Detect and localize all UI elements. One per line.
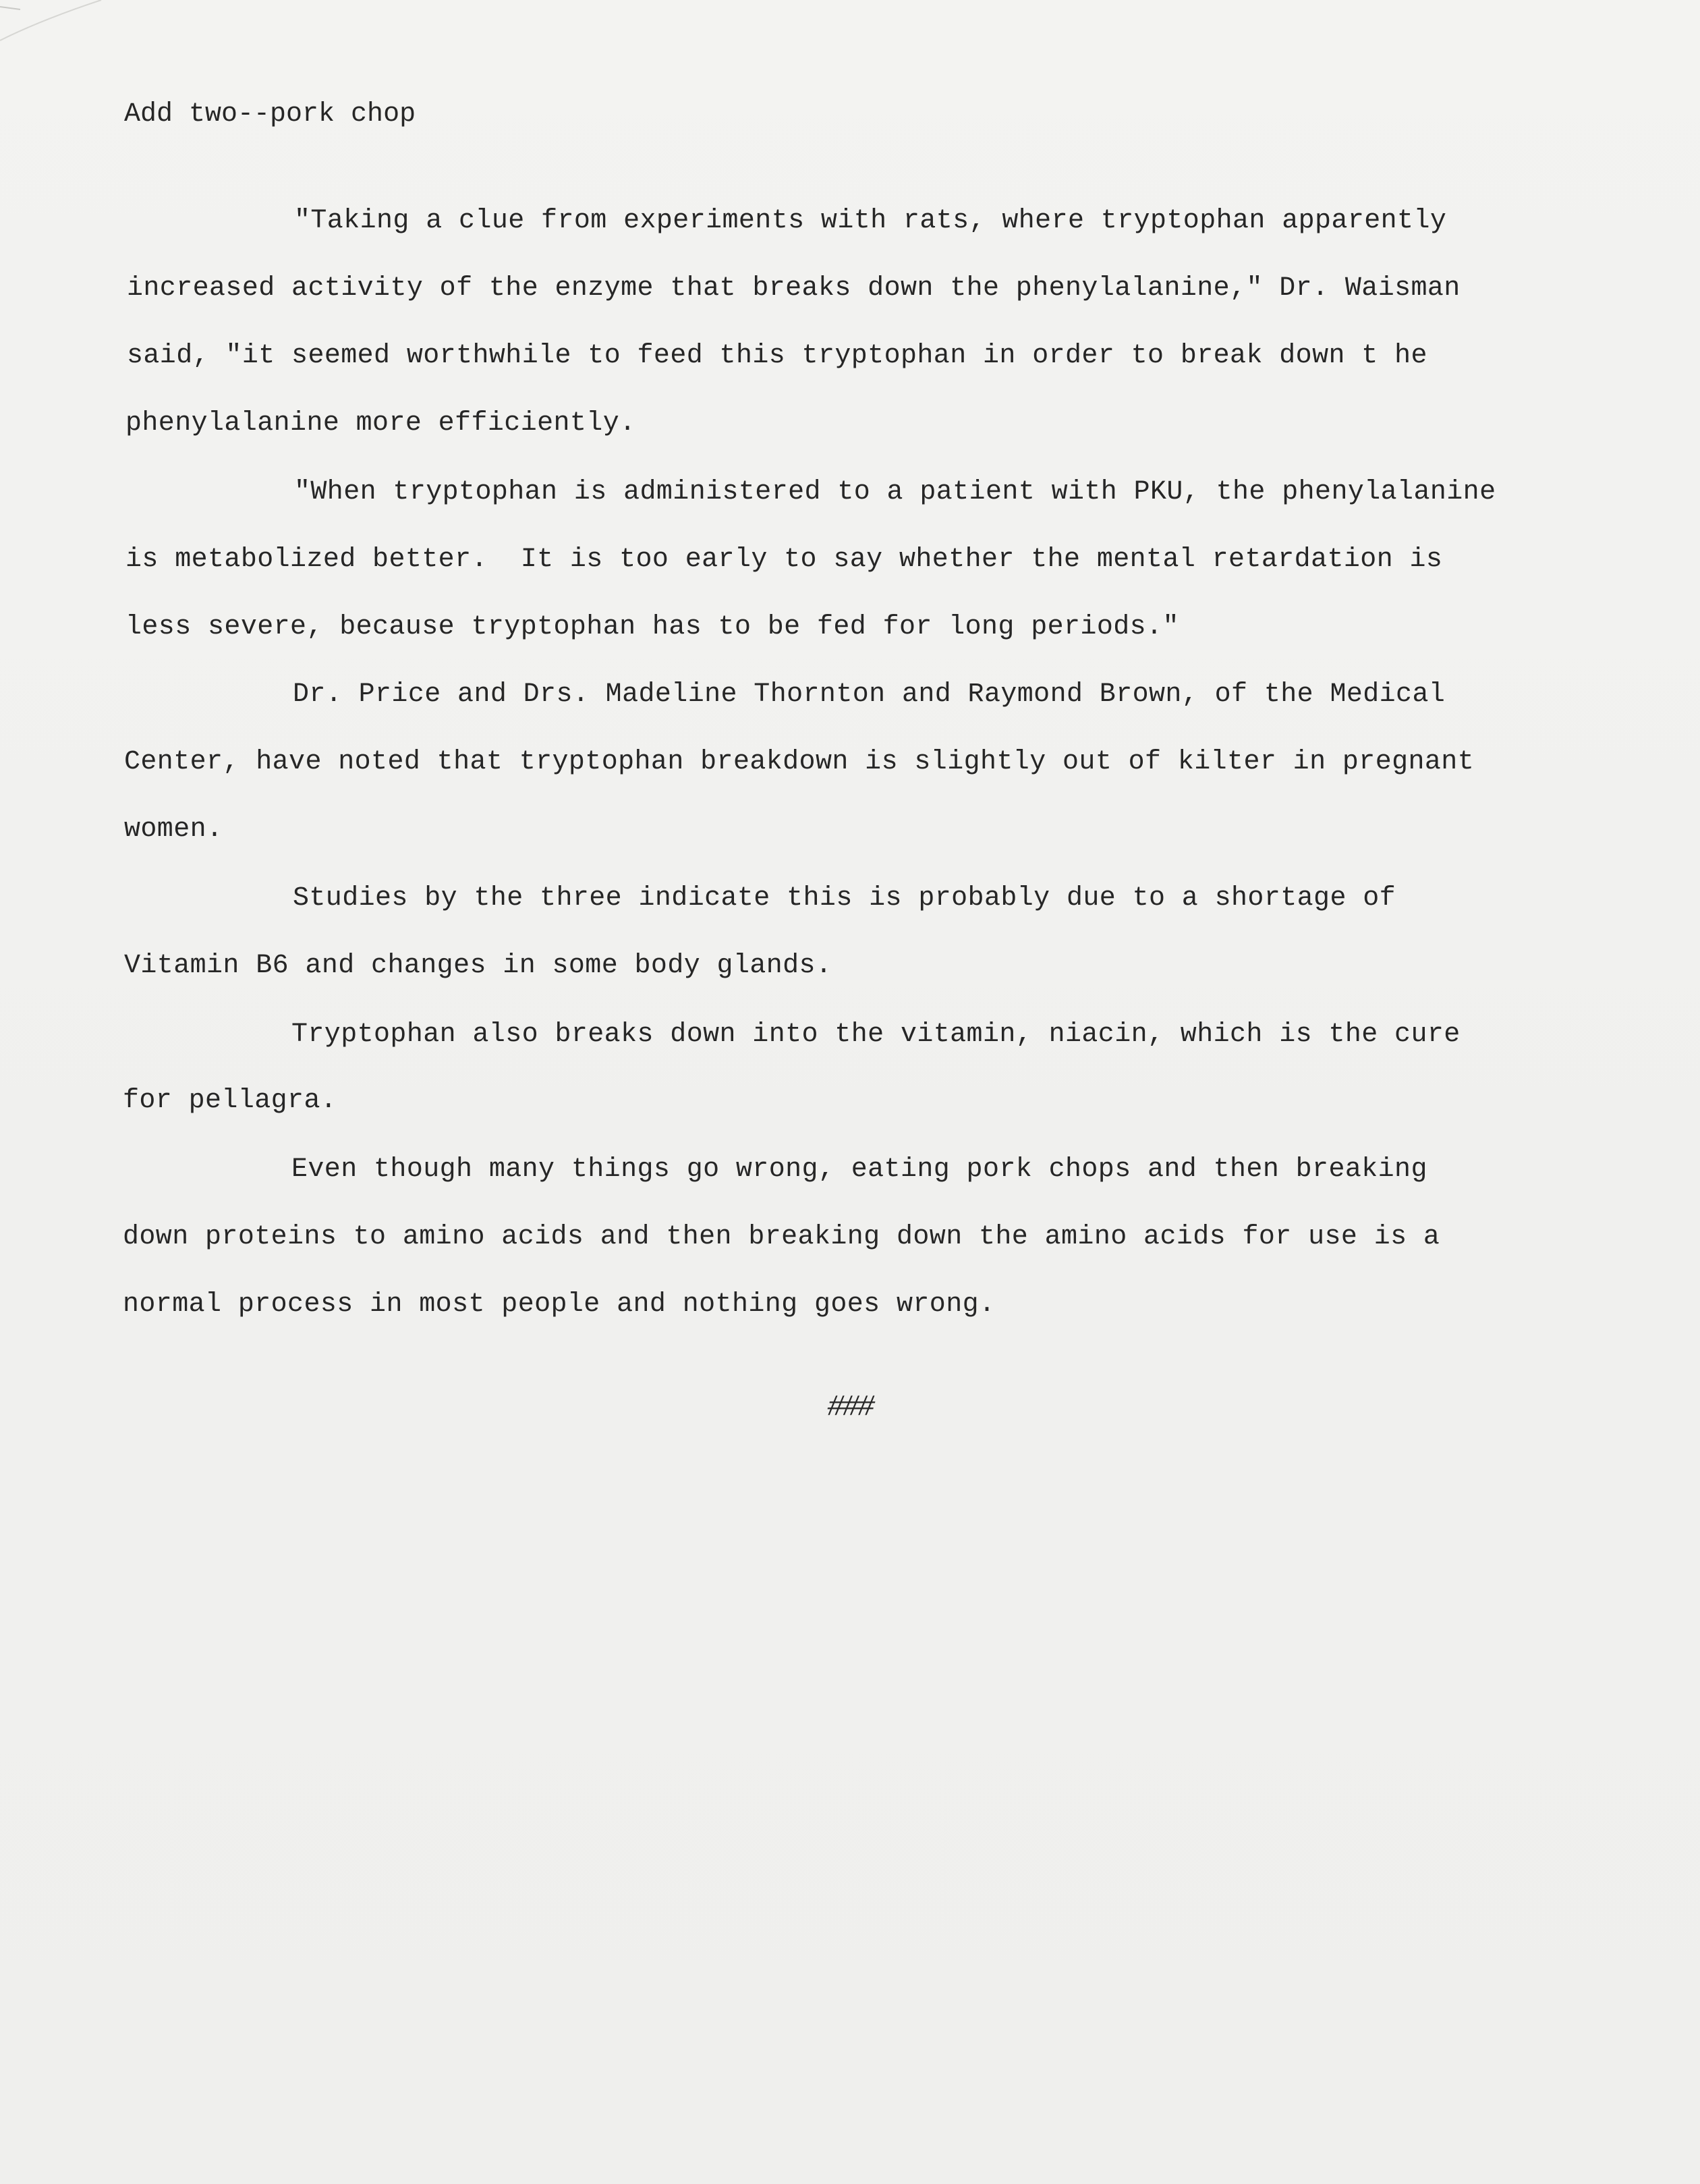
- text-line: down proteins to amino acids and then breaking down the amino acids for use is a: [123, 1222, 1440, 1252]
- slug-heading: Add two--pork chop: [124, 99, 416, 130]
- text-line: less severe, because tryptophan has to be fed for long periods.": [125, 612, 1179, 642]
- text-line: is metabolized better. It is too early to say whether the mental retardation is: [125, 544, 1443, 575]
- text-line: Center, have noted that tryptophan breakdown is slightly out of kilter in pregnant: [124, 747, 1475, 777]
- end-mark: ###: [827, 1391, 873, 1424]
- text-line: for pellagra.: [123, 1086, 337, 1116]
- text-line: "Taking a clue from experiments with rats, where tryptophan apparently: [294, 206, 1447, 236]
- text-line: Studies by the three indicate this is probably due to a shortage of: [293, 883, 1396, 914]
- text-line: said, "it seemed worthwhile to feed this tryptophan in order to break down t he: [127, 341, 1427, 371]
- corner-crease: [0, 0, 135, 135]
- text-line: Even though many things go wrong, eating pork chops and then breaking: [291, 1154, 1427, 1185]
- text-line: women.: [124, 814, 223, 845]
- text-line: Tryptophan also breaks down into the vitamin, niacin, which is the cure: [291, 1019, 1461, 1050]
- text-line: Vitamin B6 and changes in some body glands.: [124, 951, 832, 981]
- text-line: normal process in most people and nothing goes wrong.: [123, 1289, 996, 1320]
- text-line: Dr. Price and Drs. Madeline Thornton and Raymond Brown, of the Medical: [293, 679, 1446, 710]
- text-line: increased activity of the enzyme that breaks down the phenylalanine," Dr. Waisman: [127, 273, 1461, 304]
- text-line: phenylalanine more efficiently.: [125, 408, 636, 439]
- text-line: "When tryptophan is administered to a patient with PKU, the phenylalanine: [294, 477, 1496, 507]
